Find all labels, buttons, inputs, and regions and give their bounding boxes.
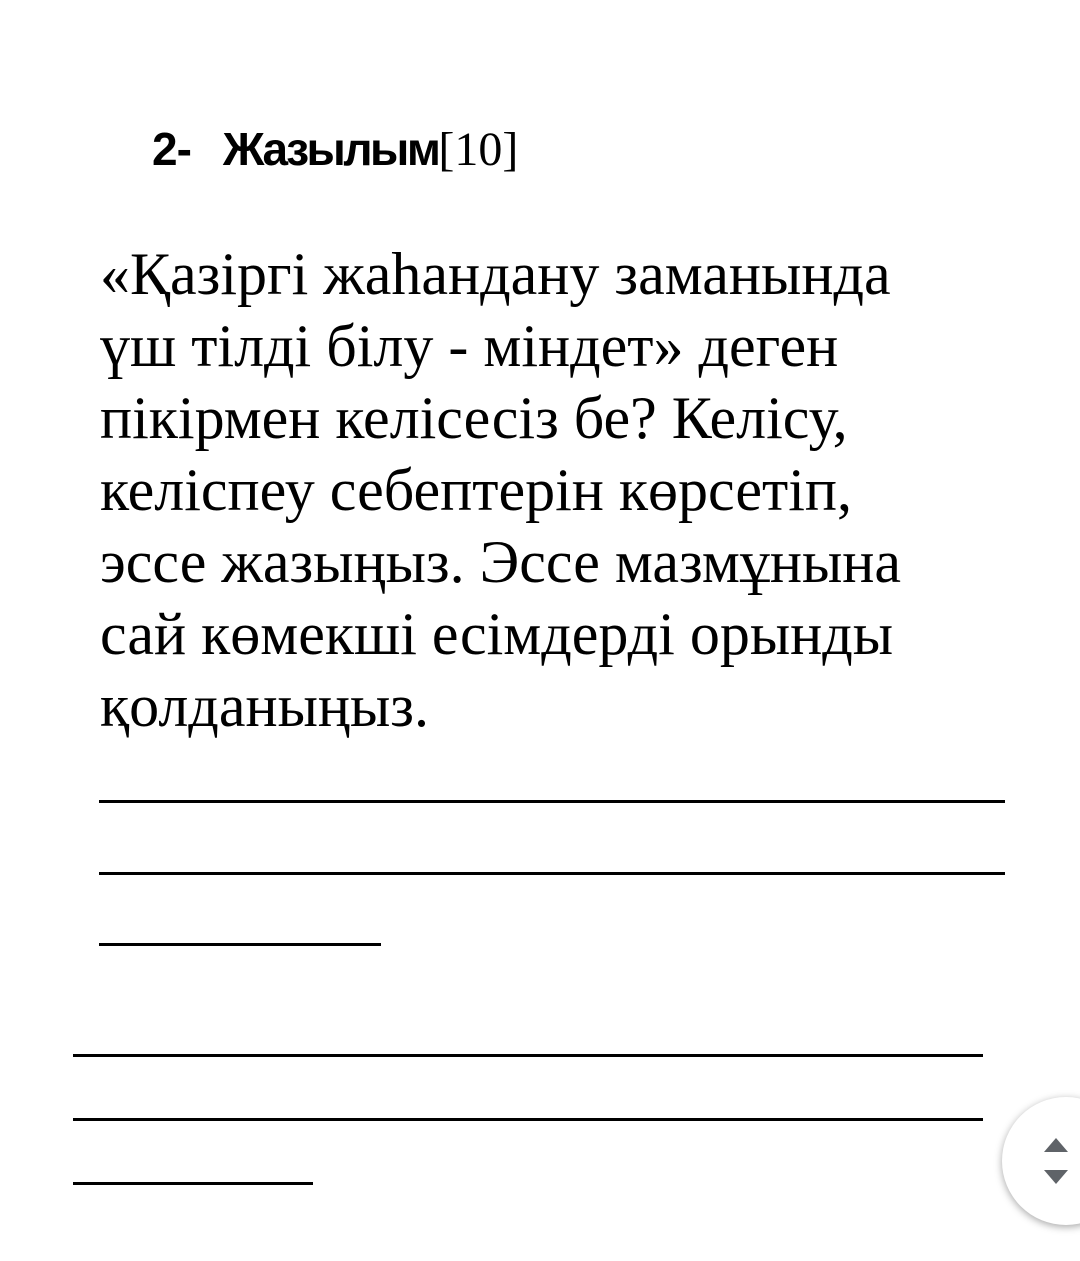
task-score: [10] xyxy=(438,123,519,176)
task-number: 2- xyxy=(152,123,191,175)
task-heading xyxy=(152,122,518,182)
task-prompt-line: қолданыңыз. xyxy=(100,673,430,739)
answer-line xyxy=(99,943,381,946)
answer-line xyxy=(99,800,1005,803)
task-prompt-line: үш тілді білу - міндет» деген xyxy=(100,313,839,379)
task-prompt-line: эссе жазыңыз. Эссе мазмұнына xyxy=(100,529,902,595)
answer-line xyxy=(99,872,1005,875)
task-title: Жазылым xyxy=(222,123,439,175)
task-prompt xyxy=(100,238,1000,742)
answer-line xyxy=(73,1054,983,1057)
chevron-up-icon[interactable] xyxy=(1044,1138,1068,1152)
task-prompt-line: сай көмекші есімдерді орынды xyxy=(100,601,894,667)
answer-line xyxy=(73,1118,983,1121)
task-prompt-line: келіспеу себептерін көрсетіп, xyxy=(100,457,853,523)
answer-line xyxy=(73,1182,313,1185)
chevron-down-icon[interactable] xyxy=(1044,1170,1068,1184)
scroll-button[interactable] xyxy=(1002,1097,1080,1225)
task-prompt-line: пікірмен келісесіз бе? Келісу, xyxy=(100,385,848,451)
task-prompt-line: «Қазіргі жаһандану заманында xyxy=(100,241,891,307)
